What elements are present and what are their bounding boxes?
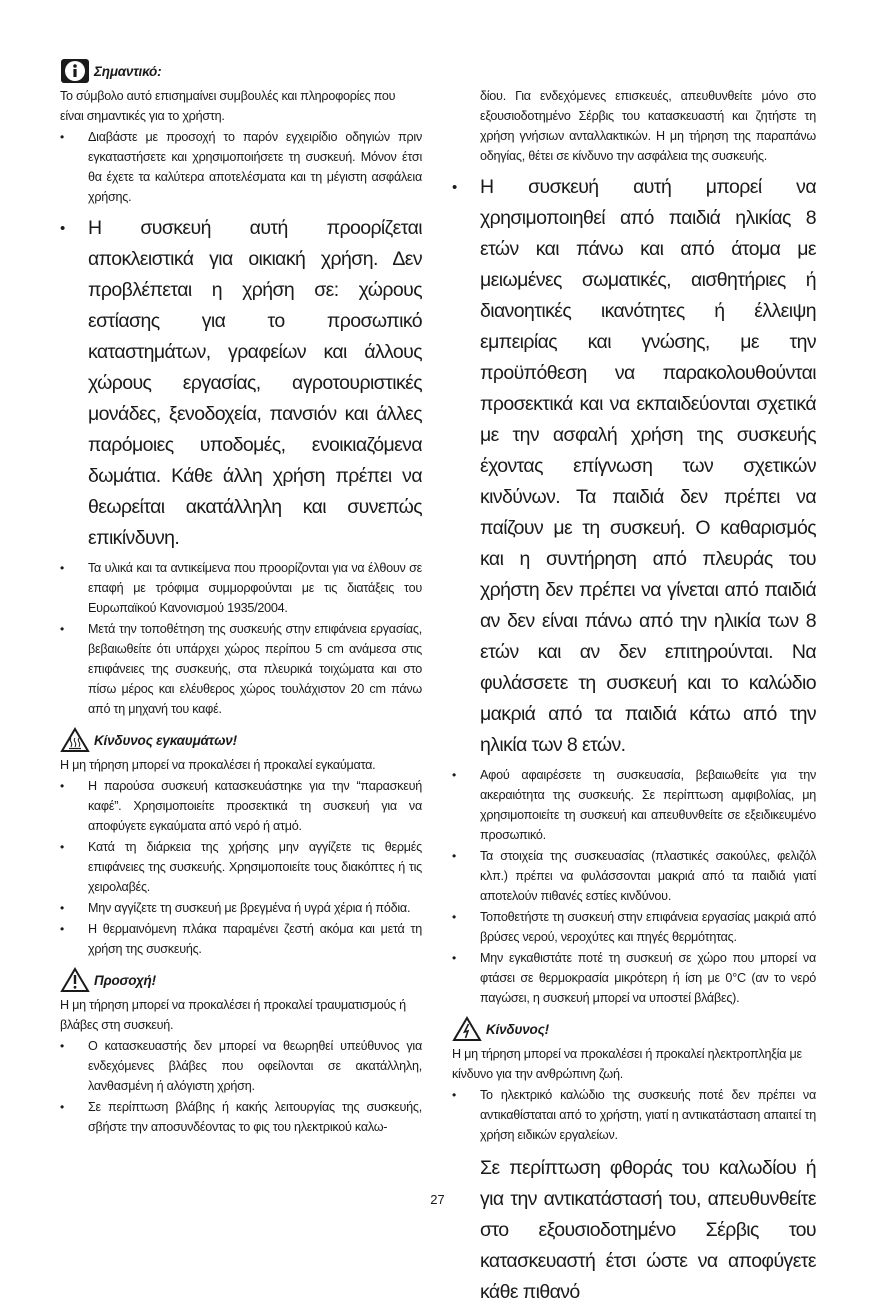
caution-title: Προσοχή! [94,972,156,988]
page-number: 27 [430,1192,445,1207]
burn-intro: Η μη τήρηση μπορεί να προκαλέσει ή προκαλεί εγκαύματα. [60,758,376,772]
danger-big-paragraph: Σε περίπτωση φθοράς του καλωδίου ή για την αντικατάστασή του, απευθυνθείτε στο εξουσιοδοτημένο Σέρβις του κατασκευαστή έτσι ώστε να αποφύγετε κάθε πιθανό [480,1157,816,1303]
list-item: • Μην εγκαθιστάτε ποτέ τη συσκευή σε χώρο που μπορεί να φτάσει σε θερμοκρασία μικρότερη ή ίση με 0°C (αν το νερό παγώσει, η συσκευή μπορεί να υποστεί βλάβες). [452,948,816,1008]
list-item: • Τα υλικά και τα αντικείμενα που προορίζονται για να έλθουν σε επαφή με τρόφιμα συμμορφούνται με τις διατάξεις του Ευρωπαϊκού Κανονισμού 1935/2004. [60,558,422,618]
left-column [60,58,422,1138]
list-item: • Ο κατασκευαστής δεν μπορεί να θεωρηθεί υπεύθυνος για ενδεχόμενες βλάβες που οφείλονται σε ακατάλληλη, λανθασμένη ή αλόγιστη χρήση. [60,1036,422,1096]
list-item: • Σε περίπτωση βλάβης ή κακής λειτουργίας της συσκευής, σβήστε την αποσυνδέοντας το φις του ηλεκτρικού καλω- [60,1097,422,1137]
list-item: • Μην αγγίζετε τη συσκευή με βρεγμένα ή υγρά χέρια ή πόδια. [60,898,422,918]
list-item: • Αφού αφαιρέσετε τη συσκευασία, βεβαιωθείτε για την ακεραιότητα της συσκευής. Σε περίπτωση αμφιβολίας, μη χρησιμοποιείτε τη συσκευή και απευθυνθείτε σε εξειδικευμένο προσωπικό. [452,765,816,845]
caution-intro: Η μη τήρηση μπορεί να προκαλέσει ή προκαλεί τραυματισμούς ή βλάβες στη συσκευή. [60,998,406,1032]
list-item: • Η συσκευή αυτή προορίζεται αποκλειστικά για οικιακή χρήση. Δεν προβλέπεται η χρήση σε: χώρους εστίασης για το προσωπικό καταστημάτων, γραφείων και άλλους χώρους εργασίας, αγροτουριστικές μονάδες, ξενοδοχεία, πανσιόν και άλλες παρόμοιες υποδομές, ενοικιαζόμενα δωμάτια. Κάθε άλλη χρήση πρέπει να θεωρείται ακατάλληλη και συνεπώς επικίνδυνη. [60,213,422,554]
burn-section [60,727,422,959]
hot-surface-warning-icon [60,727,90,753]
important-heading [60,58,422,84]
caution-warning-icon [60,967,90,993]
list-item: • Τοποθετήστε τη συσκευή στην επιφάνεια εργασίας μακριά από βρύσες νερού, νεροχύτες και πηγές θερμότητας. [452,907,816,947]
caution-section [60,967,422,1137]
danger-list [452,1085,816,1145]
danger-intro: Η μη τήρηση μπορεί να προκαλέσει ή προκαλεί ηλεκτροπληξία με κίνδυνο για την ανθρώπινη ζωή. [452,1047,802,1081]
burn-list [60,776,422,959]
burn-title: Κίνδυνος εγκαυμάτων! [94,732,237,748]
list-item: • Η συσκευή αυτή μπορεί να χρησιμοποιηθεί από παιδιά ηλικίας 8 ετών και πάνω και από άτομα με μειωμένες σωματικές, αισθητήριες ή διανοητικές ικανότητες ή έλλειψη εμπειρίας και γνώσης, με την προϋπόθεση να παρακολουθούνται προσεκτικά και να εκπαιδεύονται σχετικά με την ασφαλή χρήση της συσκευής έχοντας επίγνωση των σχετικών κινδύνων. Τα παιδιά δεν πρέπει να παίζουν με τη συσκευή. Ο καθαρισμός και η συντήρηση από πλευράς του χρήστη δεν πρέπει να γίνεται από παιδιά αν δεν είναι πάνω από την ηλικία των 8 ετών και αν δεν επιτηρούνται. Να φυλάσσετε τη συσκευή και το καλώδιο μακριά από τα παιδιά κάτω από την ηλικία των 8 ετών. [452,172,816,761]
burn-heading [60,727,422,753]
danger-title: Κίνδυνος! [486,1021,549,1037]
danger-heading [452,1016,816,1042]
list-item: • Τα στοιχεία της συσκευασίας (πλαστικές σακούλες, φελιζόλ κλπ.) πρέπει να φυλάσσονται μακριά από τα παιδιά γιατί αποτελούν πιθανές εστίες κινδύνου. [452,846,816,906]
important-list [60,127,422,719]
list-item: • Η παρούσα συσκευή κατασκευάστηκε για την “παρασκευή καφέ”. Χρησιμοποιείτε προσεκτικά τη συσκευή για να αποφύγετε εγκαύματα από νερό ή ατμό. [60,776,422,836]
caution-heading [60,967,422,993]
electric-danger-icon [452,1016,482,1042]
important-intro: Το σύμβολο αυτό επισημαίνει συμβουλές και πληροφορίες που είναι σημαντικές για το χρήστη. [60,89,396,123]
list-item: • Διαβάστε με προσοχή το παρόν εγχειρίδιο οδηγιών πριν εγκαταστήσετε και χρησιμοποιήσετε τη συσκευή. Μόνον έτσι θα έχετε τα καλύτερα αποτελέσματα και τη μέγιστη ασφάλεια χρήσης. [60,127,422,207]
right-column [452,86,816,1308]
list-item: • Το ηλεκτρικό καλώδιο της συσκευής ποτέ δεν πρέπει να αντικαθίσταται από το χρήστη, γιατί η αντικατάσταση απαιτεί τη χρήση ειδικών εργαλείων. [452,1085,816,1145]
caution-list-continued [452,172,816,1008]
caution-list [60,1036,422,1137]
important-title: Σημαντικό: [94,63,162,79]
caution-continuation: δίου. Για ενδεχόμενες επισκευές, απευθυνθείτε μόνο στο εξουσιοδοτημένο Σέρβις του κατασκευαστή και ζητήστε τη χρήση γνήσιων ανταλλακτικών. Η μη τήρηση της παραπάνω οδηγίας, θέτει σε κίνδυνο την ασφάλεια της συσκευής. [480,89,816,163]
list-item: • Μετά την τοποθέτηση της συσκευής στην επιφάνεια εργασίας, βεβαιωθείτε ότι υπάρχει χώρος περίπου 5 cm ανάμεσα στις επιφάνειες της συσκευής, στα πλευρικά τοιχώματα και στο πίσω μέρος και ελέυθερος χώρος τουλάχιστον 20 cm πάνω από τη μηχανή του καφέ. [60,619,422,719]
list-item: • Κατά τη διάρκεια της χρήσης μην αγγίζετε τις θερμές επιφάνειες της συσκευής. Χρησιμοποιείτε τους διακόπτες ή τις χειρολαβές. [60,837,422,897]
info-icon [60,58,90,84]
list-item: • Η θερμαινόμενη πλάκα παραμένει ζεστή ακόμα και μετά τη χρήση της συσκευής. [60,919,422,959]
danger-section [452,1016,816,1308]
